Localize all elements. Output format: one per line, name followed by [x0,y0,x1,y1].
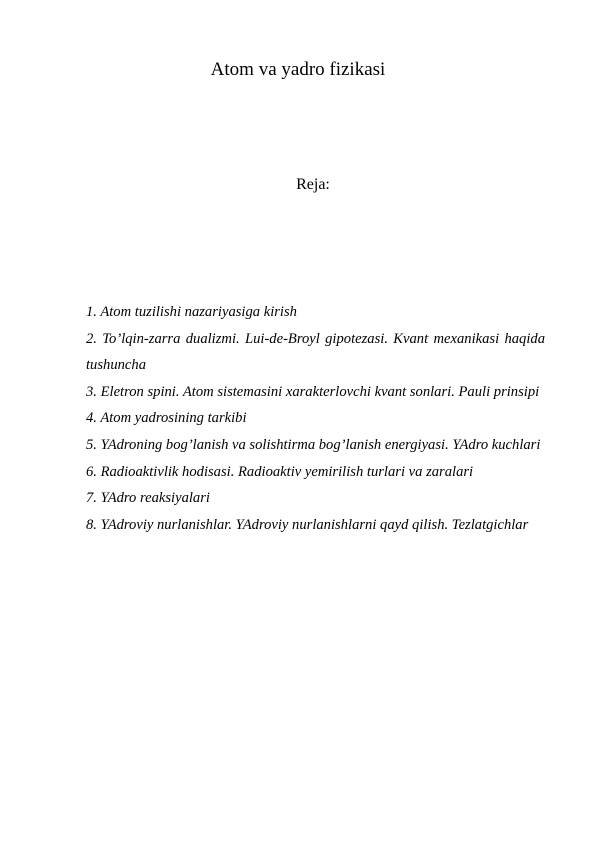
plan-item: 4. Atom yadrosining tarkibi [86,410,247,427]
plan-item: 3. Eletron spini. Atom sistemasini xarakterlovchi kvant sonlari. Pauli prinsipi [86,383,540,400]
plan-item: 6. Radioaktivlik hodisasi. Radioaktiv yemirilish turlari va zaralari [86,463,474,480]
plan-item: 5. YAdroning bog’lanish va solishtirma bog’lanish energiyasi. YAdro kuchlari [86,436,541,453]
plan-item: 8. YAdroviy nurlanishlar. YAdroviy nurlanishlarni qayd qilish. Tezlatgichlar [86,516,529,533]
plan-list [86,299,545,538]
plan-item: 2. To’lqin-zarra dualizmi. Lui-de-Broyl gipotezasi. Kvant mexanikasi haqida tushuncha [86,330,545,374]
document-title: Atom va yadro fizikasi [210,59,386,80]
plan-item: 7. YAdro reaksiyalari [86,490,210,507]
plan-heading: Reja: [296,176,330,193]
plan-item: 1. Atom tuzilishi nazariyasiga kirish [86,304,297,320]
